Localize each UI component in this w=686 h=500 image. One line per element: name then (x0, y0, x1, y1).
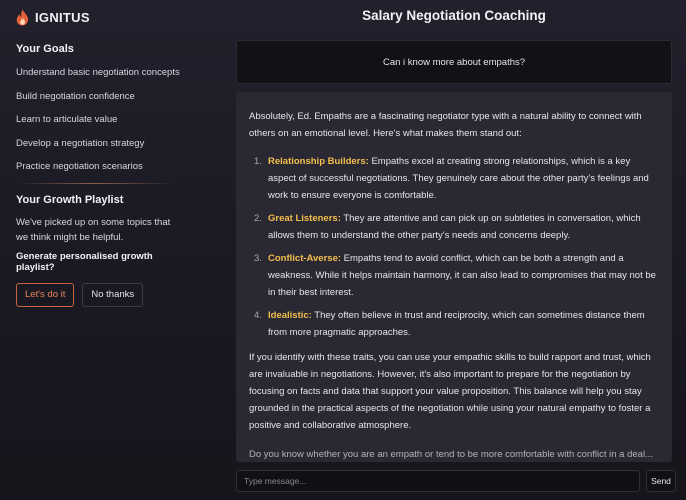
list-number: 4. (254, 310, 262, 321)
list-number: 1. (254, 156, 262, 167)
reply-trailing-text: Do you know whether you are an empath or tend to be more comfortable with conflict in a deal... (249, 449, 653, 460)
reply-advice: If you identify with these traits, you can use your empathic skills to build rapport and trust, which are invaluable in negotiations. However, it's also important to prepare for the negotiation by focusing on facts and data that support your value proposition. This balance will help you stay grounded in the practical aspects of the negotiation while using your natural empathy to foster a positive and collaborative atmosphere. (249, 352, 651, 431)
trait-text: They are attentive and can pick up on subtleties in conversation, which allows them to understand the other party's needs and concerns deeply. (268, 213, 641, 241)
goals-title: Your Goals (16, 43, 74, 55)
trait-body (268, 153, 658, 204)
trait-name: Idealistic: (268, 310, 312, 321)
flame-icon (16, 9, 29, 26)
trait-body (268, 307, 658, 341)
trait-name: Relationship Builders: (268, 156, 369, 167)
growth-playlist-title: Your Growth Playlist (16, 193, 124, 206)
trait-body (268, 250, 658, 301)
reply-intro: Absolutely, Ed. Empaths are a fascinating negotiator type with a natural ability to connect with others on an emotional level. Here's what makes them stand out: (249, 111, 642, 139)
page-title: Salary Negotiation Coaching (362, 8, 546, 23)
message-input[interactable] (236, 470, 640, 492)
trait-list (249, 153, 658, 341)
trait-text: They often believe in trust and reciprocity, which can sometimes distance them from more pragmatic approaches. (268, 310, 645, 338)
lets-do-it-button[interactable]: Let's do it (16, 283, 74, 307)
chat-panel (236, 0, 672, 500)
brand-name: IGNITUS (35, 9, 90, 25)
list-item (254, 153, 658, 204)
user-message-text: Can i know more about empaths? (382, 56, 526, 68)
goal-item[interactable]: Learn to articulate value (16, 114, 118, 125)
message-composer (236, 470, 676, 492)
assistant-message-bubble (236, 92, 672, 462)
list-number: 2. (254, 213, 262, 224)
list-item (254, 307, 658, 341)
trait-name: Conflict-Averse: (268, 253, 342, 264)
trait-name: Great Listeners: (268, 213, 341, 224)
list-item (254, 250, 658, 301)
goal-list (16, 67, 184, 185)
growth-playlist-question: Generate personalised growth playlist? (16, 250, 153, 273)
trait-text: Empaths excel at creating strong relationships, which is a key aspect of successful negotiations. They genuinely care about the other party's feelings and work to ensure everyone is comfortable. (268, 156, 649, 201)
growth-playlist-description: We've picked up on some topics that we think might be helpful. (16, 216, 171, 243)
goal-item[interactable]: Practice negotiation scenarios (16, 161, 143, 172)
trait-text: Empaths tend to avoid conflict, which can be both a strength and a weakness. While it helps maintain harmony, it can also lead to compromises that may not be in their best interest. (268, 253, 656, 298)
brand[interactable] (16, 8, 184, 26)
playlist-button-row (16, 283, 184, 307)
goal-item[interactable]: Build negotiation confidence (16, 90, 135, 102)
list-number: 3. (254, 253, 262, 264)
goal-item[interactable]: Understand basic negotiation concepts (16, 67, 180, 78)
trait-body (268, 210, 658, 244)
no-thanks-button[interactable]: No thanks (82, 283, 143, 307)
sidebar (0, 0, 200, 500)
send-button[interactable]: Send (646, 470, 676, 492)
list-item (254, 210, 658, 244)
user-message-bubble (236, 40, 672, 84)
goal-item[interactable]: Develop a negotiation strategy (16, 137, 145, 149)
sidebar-divider (16, 183, 174, 184)
